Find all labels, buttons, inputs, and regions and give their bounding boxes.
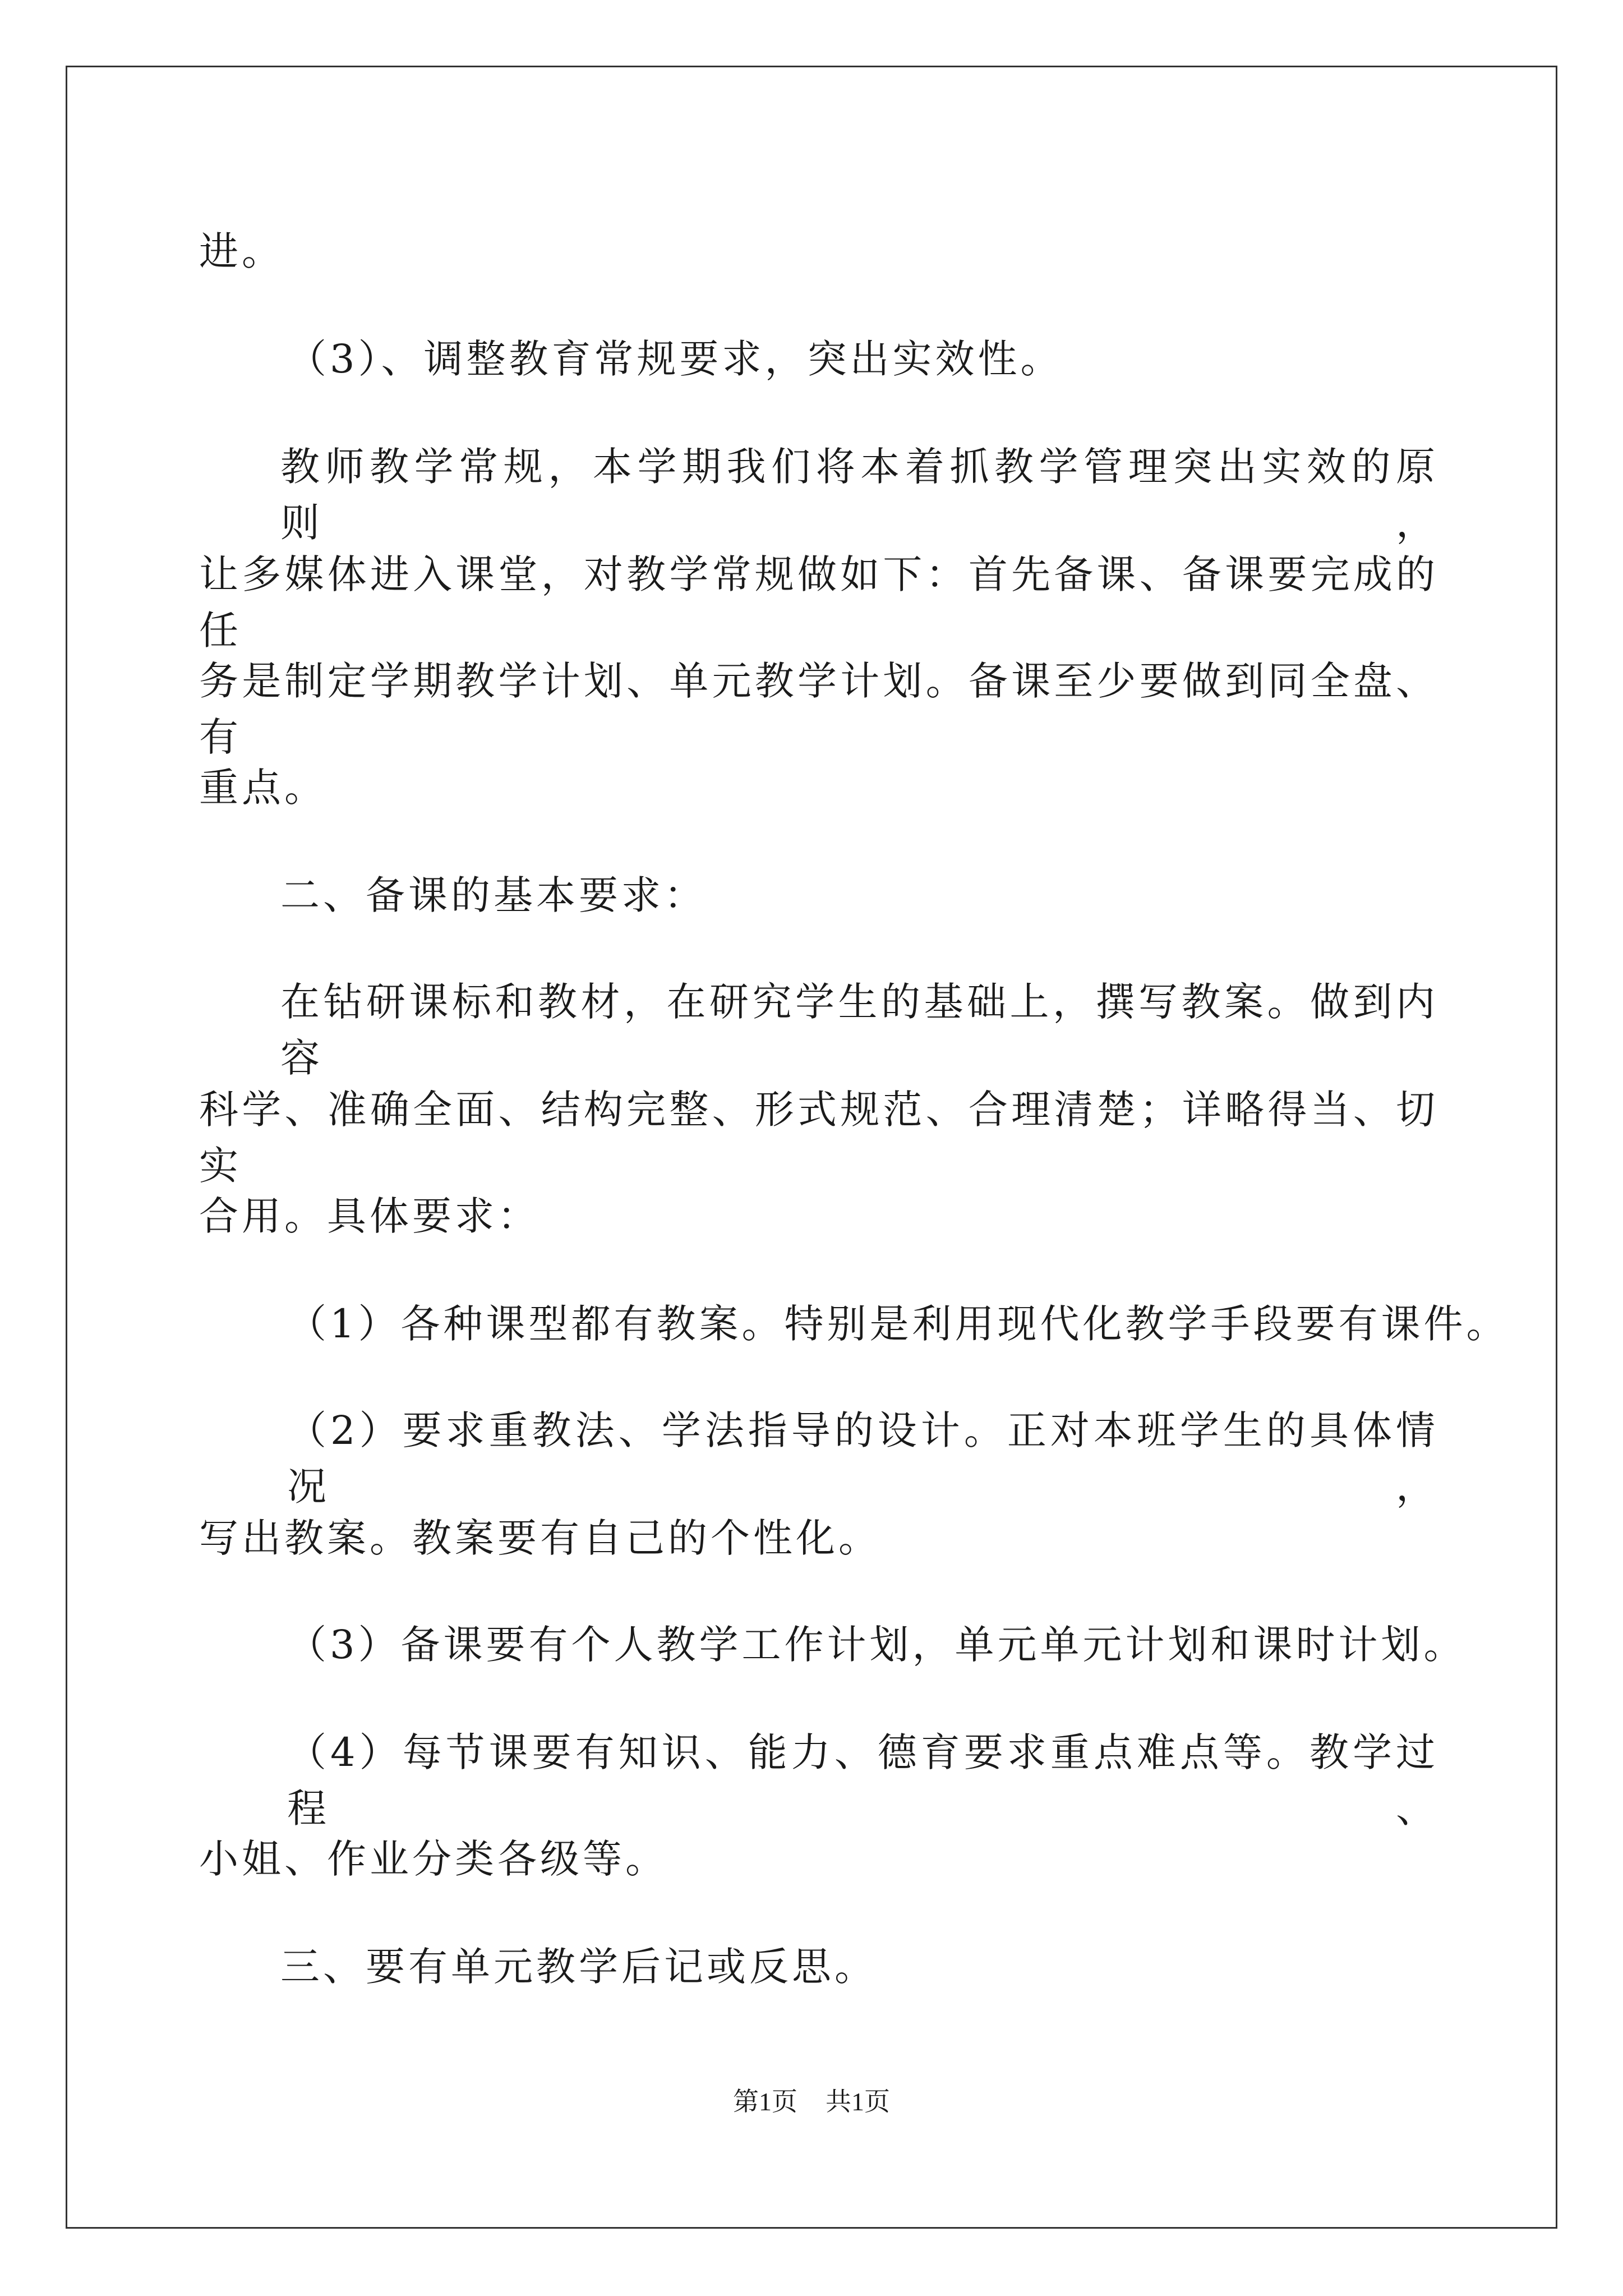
section-heading: 二、备课的基本要求： xyxy=(280,872,707,918)
paragraph-line: 重点。 xyxy=(199,765,327,811)
paragraph-line: 小姐、作业分类各级等。 xyxy=(199,1836,668,1882)
page-footer xyxy=(0,2085,1623,2119)
paragraph-line: （3）备课要有个人教学工作计划，单元单元计划和课时计划。 xyxy=(287,1622,1467,1668)
paragraph-line: （3）、调整教育常规要求，突出实效性。 xyxy=(287,336,1063,382)
paragraph-line: 科学、准确全面、结构完整、形式规范、合理清楚；详略得当、切实 xyxy=(199,1087,1438,1189)
paragraph-line: （1）各种课型都有教案。特别是利用现代化教学手段要有课件。 xyxy=(287,1301,1509,1347)
paragraph-line: 写出教案。教案要有自己的个性化。 xyxy=(199,1515,881,1561)
page-total: 共1页 xyxy=(826,2087,890,2116)
paragraph-line: 合用。具体要求： xyxy=(199,1193,540,1239)
paragraph-line: 让多媒体进入课堂，对教学常规做如下：首先备课、备课要完成的任 xyxy=(199,551,1438,654)
paragraph-line: 在钻研课标和教材，在研究学生的基础上，撰写教案。做到内容 xyxy=(280,979,1438,1081)
paragraph-line: 进。 xyxy=(199,228,284,274)
paragraph-line: （4）每节课要有知识、能力、德育要求重点难点等。教学过程、 xyxy=(287,1729,1438,1832)
page-border xyxy=(66,66,1557,2229)
paragraph-line: （2）要求重教法、学法指导的设计。正对本班学生的具体情况， xyxy=(287,1407,1438,1510)
page-number: 第1页 xyxy=(733,2087,797,2116)
section-heading: 三、要有单元教学后记或反思。 xyxy=(280,1944,877,1990)
paragraph-line: 教师教学常规，本学期我们将本着抓教学管理突出实效的原则， xyxy=(280,444,1438,546)
paragraph-line: 务是制定学期教学计划、单元教学计划。备课至少要做到同全盘、有 xyxy=(199,658,1438,760)
